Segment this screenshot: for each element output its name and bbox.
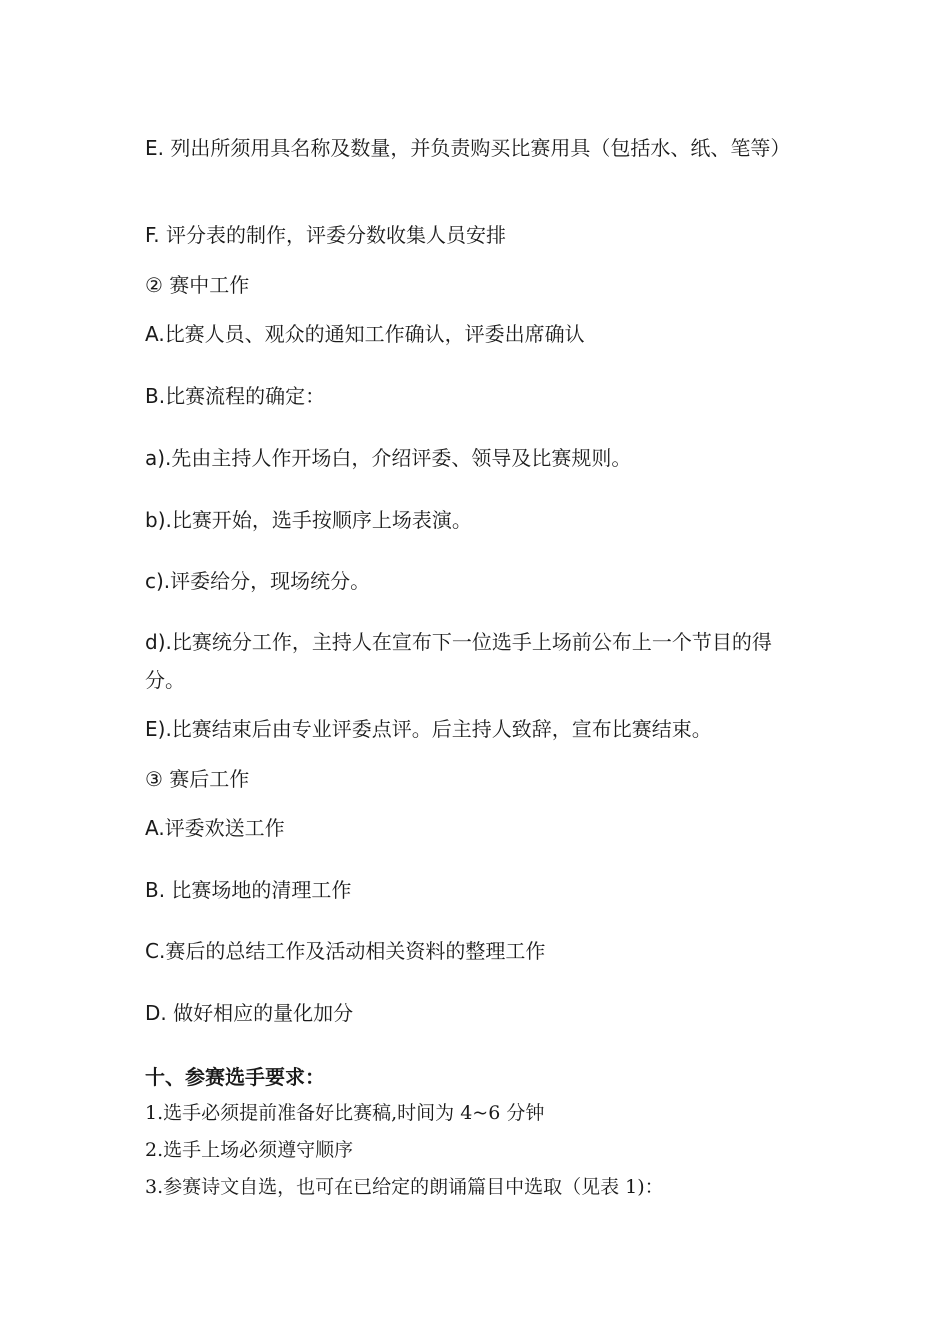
item-e-supplies: E. 列出所须用具名称及数量，并负责购买比赛用具（包括水、纸、笔等） — [145, 136, 791, 160]
step-d-tally: d).比赛统分工作，主持人在宣布下一位选手上场前公布上一个节目的得分。 — [145, 630, 772, 692]
section-after-competition: ③ 赛后工作 — [145, 767, 250, 791]
after-item-c: C.赛后的总结工作及活动相关资料的整理工作 — [145, 939, 546, 963]
after-item-d: D. 做好相应的量化加分 — [145, 1001, 354, 1025]
after-item-a: A.评委欢送工作 — [145, 816, 285, 840]
section-heading-requirements: 十、参赛选手要求： — [145, 1065, 325, 1089]
step-e-ending: E).比赛结束后由专业评委点评。后主持人致辞，宣布比赛结束。 — [145, 717, 712, 741]
item-a-notification: A.比赛人员、观众的通知工作确认，评委出席确认 — [145, 322, 585, 346]
requirement-2: 2.选手上场必须遵守顺序 — [145, 1139, 354, 1161]
step-a-opening: a).先由主持人作开场白，介绍评委、领导及比赛规则。 — [145, 446, 632, 470]
after-item-b: B. 比赛场地的清理工作 — [145, 878, 352, 902]
requirement-3: 3.参赛诗文自选，也可在已给定的朗诵篇目中选取（见表 1)： — [145, 1176, 664, 1198]
item-f-scoring-sheet: F. 评分表的制作，评委分数收集人员安排 — [145, 223, 507, 247]
item-b-process: B.比赛流程的确定： — [145, 384, 326, 408]
section-during-competition: ② 赛中工作 — [145, 273, 250, 297]
step-b-start: b).比赛开始，选手按顺序上场表演。 — [145, 508, 472, 532]
step-c-scoring: c).评委给分，现场统分。 — [145, 569, 371, 593]
requirement-1: 1.选手必须提前准备好比赛稿,时间为 4~6 分钟 — [145, 1102, 545, 1124]
